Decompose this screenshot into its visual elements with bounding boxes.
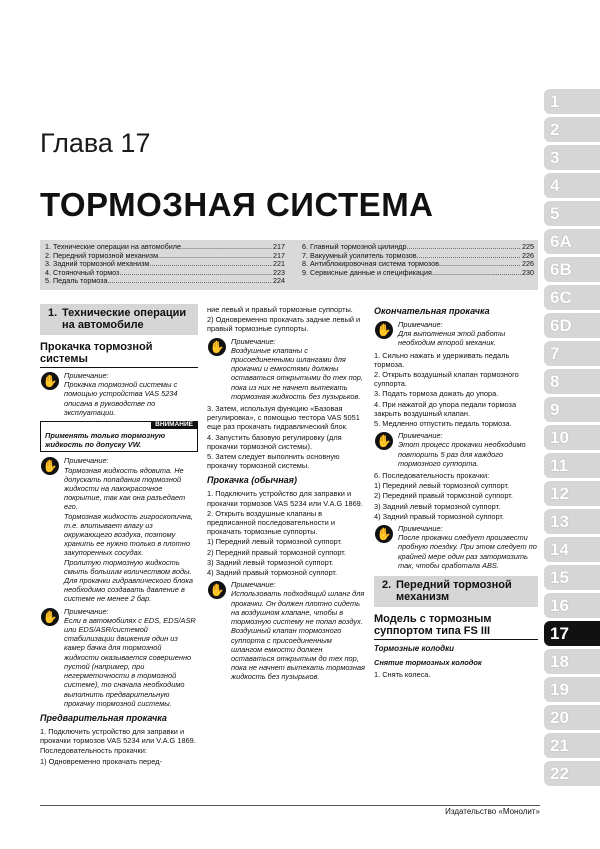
warning-box: ВНИМАНИЕ Применять только тормозную жидкость по допуску VW.: [40, 421, 198, 452]
subsection-heading: Прокачка тормозной системы: [40, 338, 198, 368]
step-text: 3. Подать тормоза дожать до упора.: [374, 389, 499, 399]
chapter-tab-6a[interactable]: 6A: [544, 229, 600, 254]
chapter-label: Глава 17: [40, 128, 151, 158]
subsection-heading: Окончательная прокачка: [374, 306, 490, 316]
toc-item[interactable]: 8. Антиблокировочная система тормозов ..... 226: [302, 260, 534, 269]
toc-item[interactable]: 9. Сервисные данные и спецификация ..... 230: [302, 269, 534, 278]
toc-item[interactable]: 1. Технические операции на автомобиле ..... 217: [45, 243, 285, 252]
step-text: 2) Одновременно прокачать задние левый и правый тормозные суппорты.: [207, 315, 361, 334]
note-block: ✋ Примечание: После прокачки следует произвести пробную поездку. При этом следует по крайней мере один раз затормозить так, чтобы сработала ABS.: [376, 524, 537, 570]
subsection-heading: Предварительная прокачка: [40, 712, 167, 723]
hand-icon: ✋: [209, 339, 225, 354]
chapter-tab-9[interactable]: 9: [544, 397, 600, 422]
subsection-heading: Тормозные колодки: [374, 644, 455, 654]
note-block: ✋ Примечание: Прокачка тормозной системы с помощью устройства VAS 5234 описана в руководстве по эксплуатации.: [42, 371, 178, 417]
column-3: [374, 304, 538, 680]
toc-item[interactable]: 2. Передний тормозной механизм ..... 217: [45, 252, 285, 261]
chapter-tab-18[interactable]: 18: [544, 649, 600, 674]
step-text: 1) Одновременно прокачать перед-: [40, 756, 162, 766]
step-text: 4) Задний правый тормозной суппорт.: [374, 511, 505, 521]
step-text: 4. Запустить базовую регулировку (для прокачки тормозной системы).: [207, 432, 342, 451]
step-text: 1. Сильно нажать и удерживать педаль тормоза.: [374, 350, 510, 369]
step-text: 2) Передний правый тормозной суппорт.: [207, 547, 346, 557]
footer-divider: [40, 805, 540, 806]
column-1: [40, 304, 198, 767]
toc-item[interactable]: 7. Вакуумный усилитель тормозов ..... 226: [302, 252, 534, 261]
chapter-tab-6b[interactable]: 6B: [544, 257, 600, 282]
chapter-tab-6d[interactable]: 6D: [544, 313, 600, 338]
chapter-tabs: [544, 89, 600, 789]
table-of-contents: [40, 240, 538, 290]
chapter-tab-8[interactable]: 8: [544, 369, 600, 394]
chapter-tab-7[interactable]: 7: [544, 341, 600, 366]
chapter-tab-3[interactable]: 3: [544, 145, 600, 170]
subsection-heading: Модель с тормозным суппортом типа FS III: [374, 610, 538, 640]
section-heading: 1. Технические операции на автомобиле: [40, 304, 198, 335]
note-block: ✋ Примечание: Если в автомобилях с EDS, EDS/ASR или EDS/ASR/системой стабилизации движения один из камер бачка для тормозной жидкости оказывается совершенно пустой (например, при негерметичности в тормозной системе), то сначала необходимо выполнить предварительную прокачку тормозной системы.: [42, 606, 196, 708]
toc-left-column: [45, 243, 285, 286]
step-text: 1. Снять колеса.: [374, 670, 431, 680]
step-text: 3. Затем, используя функцию «Базовая регулировка», с помощью тестора VAS 5051 еще раз прокачать гидравлический блок.: [207, 404, 360, 432]
step-text: 3) Задний левый тормозной суппорт.: [207, 557, 334, 567]
note-block: ✋ Примечание: Тормозная жидкость ядовита. Не допускать попадания тормозной жидкости на лакокрасочное покрытие, так как она разъедает его. Тормозная жидкость гигроскопична, т.е. впитывает влагу из окружающего воздуха, поэтому хранить ее нужно только в плотно закупоренных сосудах. Пролитую тормозную жидкость смыть большим количеством воды. Для прокачки гидравлического блока необходимо создавать давление в системе не менее 2 бар.: [42, 456, 193, 604]
chapter-tab-13[interactable]: 13: [544, 509, 600, 534]
step-text: ние левый и правый тормозные суппорты.: [207, 305, 353, 314]
publisher-footer: Издательство «Монолит»: [445, 807, 540, 816]
hand-icon: ✋: [42, 459, 58, 474]
chapter-tab-2[interactable]: 2: [544, 117, 600, 142]
chapter-tab-22[interactable]: 22: [544, 761, 600, 786]
step-text: 5. Затем следует выполнить основную прокачку тормозной системы.: [207, 452, 340, 471]
section-heading: 2. Передний тормозной механизм: [374, 576, 538, 607]
step-text: 2. Открыть воздушные клапаны в предписанной последовательности и прокачать тормозные суппорты.: [207, 508, 335, 537]
step-text: Последовательность прокачки:: [40, 746, 147, 756]
chapter-tab-10[interactable]: 10: [544, 425, 600, 450]
subsection-heading: Прокачка (обычная): [207, 475, 297, 486]
chapter-tab-4[interactable]: 4: [544, 173, 600, 198]
step-text: 1. Подключить устройство для заправки и прокачки тормозов VAS 5234 или V.A.G 1869.: [207, 489, 363, 508]
step-text: 1) Передний левый тормозной суппорт.: [207, 537, 343, 547]
chapter-tab-12[interactable]: 12: [544, 481, 600, 506]
note-block: ✋ Примечание: Использовать подходящий шланг для прокачки. Он должен плотно сидеть на воздушном клапане, чтобы в тормозную систему не попал воздух. Воздушный клапан тормозного суппорта с присоединенным шлангом емкости должен оставаться открытым до тех пор, пока не начнет вытекать тормозная жидкость без пузырьков.: [209, 580, 365, 682]
chapter-tab-21[interactable]: 21: [544, 733, 600, 758]
chapter-tab-11[interactable]: 11: [544, 453, 600, 478]
hand-icon: ✋: [376, 323, 392, 337]
chapter-tab-20[interactable]: 20: [544, 705, 600, 730]
chapter-tab-6c[interactable]: 6C: [544, 285, 600, 310]
step-text: 4. При нажатой до упора педали тормоза закрыть воздушный клапан.: [374, 399, 517, 418]
step-text: 1. Подключить устройство для заправки и прокачки тормозов VAS 5234 или V.A.G 1869.: [40, 726, 196, 746]
hand-icon: ✋: [42, 609, 58, 624]
chapter-tab-16[interactable]: 16: [544, 593, 600, 618]
note-block: ✋ Примечание: Этот процесс прокачки необходимо повторить 5 раз для каждого тормозного суппорта.: [376, 431, 526, 468]
toc-item[interactable]: 3. Задний тормозной механизм ..... 221: [45, 260, 285, 269]
hand-icon: ✋: [42, 374, 58, 388]
hand-icon: ✋: [376, 527, 392, 542]
step-text: 1) Передний левый тормозной суппорт.: [374, 481, 510, 491]
hand-icon: ✋: [209, 583, 225, 598]
chapter-tab-1[interactable]: 1: [544, 89, 600, 114]
step-text: 5. Медленно отпустить педаль тормоза.: [374, 419, 512, 429]
subsection-heading: Снятие тормозных колодок: [374, 658, 482, 668]
step-text: 3) Задний левый тормозной суппорт.: [374, 501, 501, 511]
toc-item[interactable]: 4. Стояночный тормоз ..... 223: [45, 269, 285, 278]
warning-label: ВНИМАНИЕ: [151, 421, 197, 429]
chapter-tab-17[interactable]: 17: [544, 621, 600, 646]
note-block: ✋ Примечание: Для выполнения этой работы необходим второй механик.: [376, 320, 506, 348]
step-text: 2) Передний правый тормозной суппорт.: [374, 491, 513, 501]
note-block: ✋ Примечание: Воздушные клапаны с присоединенными шлангами для прокачки и емкостями должны оставаться открытыми до тех пор, пока из них не начнет вытекать тормозная жидкость без пузырьков.: [209, 336, 363, 401]
chapter-tab-15[interactable]: 15: [544, 565, 600, 590]
column-2: [207, 304, 365, 685]
toc-right-column: [302, 243, 534, 277]
chapter-tab-14[interactable]: 14: [544, 537, 600, 562]
step-text: 6. Последовательность прокачки:: [374, 471, 490, 481]
hand-icon: ✋: [376, 434, 392, 449]
step-text: 4) Задний правый тормозной суппорт.: [207, 568, 338, 578]
step-text: 2. Открыть воздушный клапан тормозного суппорта.: [374, 370, 519, 389]
page-title: ТОРМОЗНАЯ СИСТЕМА: [40, 186, 434, 223]
toc-item[interactable]: 5. Педаль тормоза ..... 224: [45, 277, 285, 286]
chapter-tab-19[interactable]: 19: [544, 677, 600, 702]
toc-item[interactable]: 6. Главный тормозной цилиндр ..... 225: [302, 243, 534, 252]
chapter-tab-5[interactable]: 5: [544, 201, 600, 226]
